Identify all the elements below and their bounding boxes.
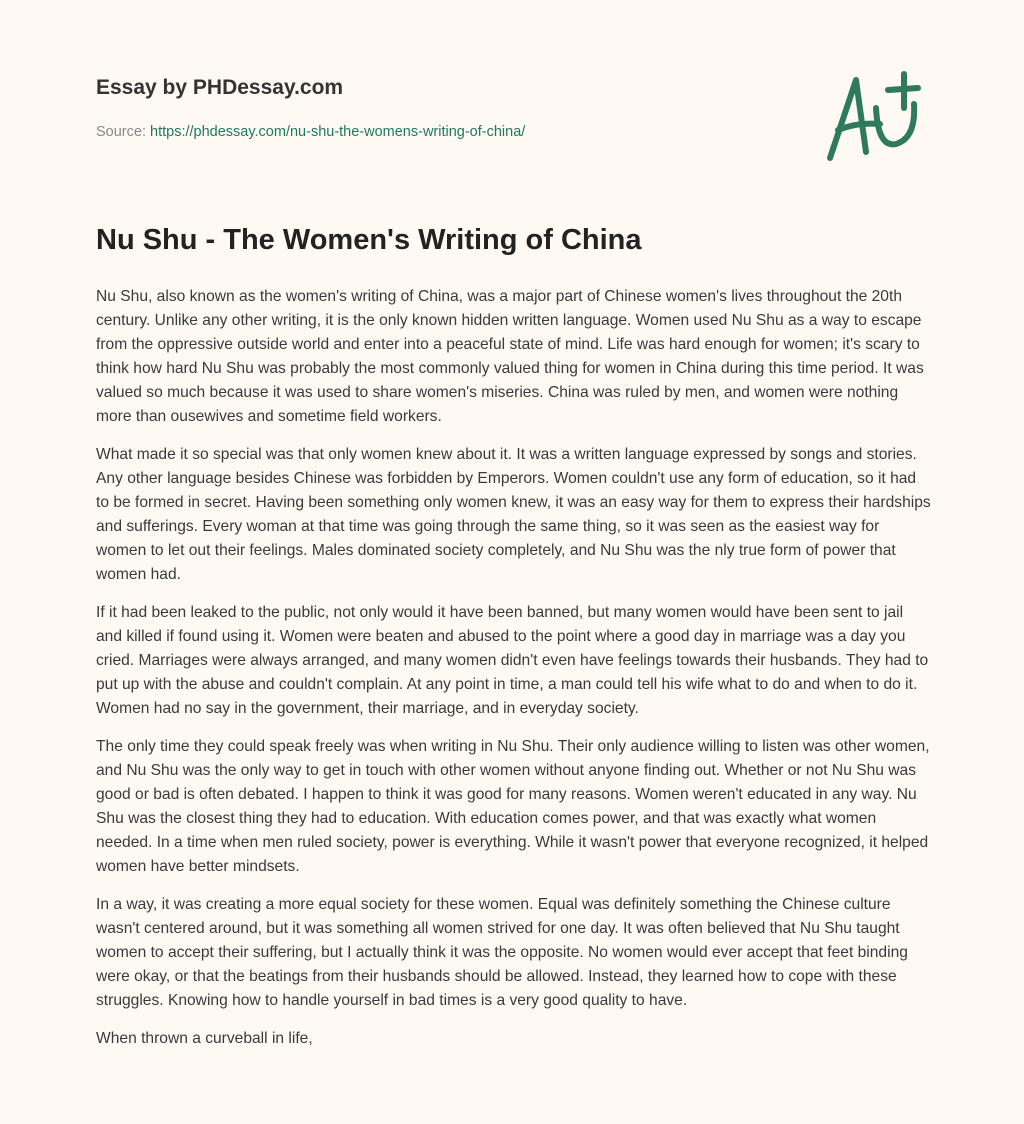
article-title: Nu Shu - The Women's Writing of China: [96, 224, 642, 256]
site-brand: Essay by PHDessay.com: [96, 76, 344, 99]
source-link[interactable]: https://phdessay.com/nu-shu-the-womens-writing-of-china/: [150, 124, 526, 140]
source-label: Source:: [96, 124, 146, 140]
paragraph: Nu Shu, also known as the women's writing of China, was a major part of Chinese women's lives throughout the 20th century. Unlike any other writing, it is the only known hidden written language. Women used Nu Shu as a way to escape from the oppressive outside world and enter into a peaceful state of mind. Life was hard enough for women; it's scary to think how hard Nu Shu was probably the most commonly valued thing for women in China during this time period. It was valued so much because it was used to share women's miseries. China was ruled by men, and women were nothing more than ousewives and sometime field workers.: [96, 288, 924, 425]
a-plus-logo-icon: [818, 68, 928, 168]
paragraph: The only time they could speak freely was when writing in Nu Shu. Their only audience willing to listen was other women, and Nu Shu was the only way to get in touch with other women without anyone finding out. Whether or not Nu Shu was good or bad is often debated. I happen to think it was good for many reasons. Women weren't educated in any way. Nu Shu was the closest thing they had to education. With education comes power, and that was exactly what women needed. In a time when men ruled society, power is everything. While it wasn't power that everyone recognized, it helped women have better mindsets.: [96, 738, 930, 875]
paragraph: What made it so special was that only women knew about it. It was a written language expressed by songs and stories. Any other language besides Chinese was forbidden by Emperors. Women couldn't use any form of education, so it had to be formed in secret. Having been something only women knew, it was an easy way for them to express their hardships and sufferings. Every woman at that time was going through the same thing, so it was seen as the easiest way for women to let out their feelings. Males dominated society completely, and Nu Shu was the nly true form of power that women had.: [96, 446, 931, 583]
article-body: [96, 285, 932, 1065]
paragraph: If it had been leaked to the public, not only would it have been banned, but many women would have been sent to jail and killed if found using it. Women were beaten and abused to the point where a good day in marriage was a day you cried. Marriages were always arranged, and many women didn't even have feelings towards their husbands. They had to put up with the abuse and couldn't complain. At any point in time, a man could tell his wife what to do and when to do it. Women had no say in the government, their marriage, and in everyday society.: [96, 604, 929, 717]
paragraph: When thrown a curveball in life,: [96, 1030, 313, 1047]
paragraph: In a way, it was creating a more equal society for these women. Equal was definitely something the Chinese culture wasn't centered around, but it was something all women strived for one day. It was often believed that Nu Shu taught women to accept their suffering, but I actually think it was the opposite. No women would ever accept that feet binding were okay, or that the beatings from their husbands should be allowed. Instead, they learned how to cope with these struggles. Knowing how to handle yourself in bad times is a very good quality to have.: [96, 896, 908, 1009]
source-line: [96, 124, 525, 140]
